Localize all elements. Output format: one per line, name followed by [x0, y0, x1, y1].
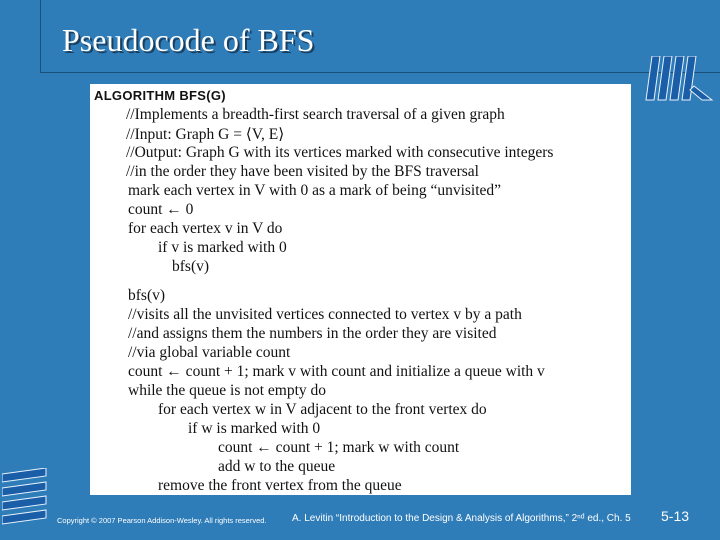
code-line: for each vertex v in V do	[128, 220, 283, 237]
code-line: //Output: Graph G with its vertices marked with consecutive integers	[126, 144, 554, 161]
copyright-text: Copyright © 2007 Pearson Addison-Wesley. All rights reserved.	[57, 516, 267, 525]
code-line: if v is marked with 0	[158, 239, 287, 256]
code-line: //in the order they have been visited by the BFS traversal	[126, 163, 479, 180]
slide-title: Pseudocode of BFS	[62, 22, 315, 58]
code-line: mark each vertex in V with 0 as a mark of being “unvisited”	[128, 182, 502, 199]
code-line: count ← count + 1; mark w with count	[218, 439, 460, 456]
code-line: for each vertex w in V adjacent to the front vertex do	[158, 401, 487, 418]
code-line: while the queue is not empty do	[128, 382, 327, 399]
aw-logo-icon	[2, 468, 48, 530]
code-line: count ← 0	[128, 201, 194, 218]
pseudocode-image	[90, 84, 631, 495]
code-line: //and assigns them the numbers in the order they are visited	[128, 325, 497, 342]
code-line: //visits all the unvisited vertices connected to vertex v by a path	[128, 306, 522, 323]
aw-logo-icon	[644, 56, 714, 102]
code-line: //via global variable count	[128, 344, 291, 361]
citation-text: A. Levitin “Introduction to the Design & Analysis of Algorithms,” 2ⁿᵈ ed., Ch. 5	[292, 513, 631, 524]
page-number: 5-13	[661, 508, 690, 524]
code-line: if w is marked with 0	[188, 420, 321, 437]
code-line: //Implements a breadth-first search traversal of a given graph	[126, 106, 505, 123]
algorithm-header: ALGORITHM BFS(G)	[94, 88, 226, 103]
code-line: bfs(v)	[172, 258, 210, 275]
code-line: add w to the queue	[218, 458, 336, 475]
code-line: remove the front vertex from the queue	[158, 477, 402, 494]
code-line: count ← count + 1; mark v with count and initialize a queue with v	[128, 363, 545, 380]
code-line: //Input: Graph G = ⟨V, E⟩	[126, 126, 285, 143]
code-line: bfs(v)	[128, 287, 166, 304]
